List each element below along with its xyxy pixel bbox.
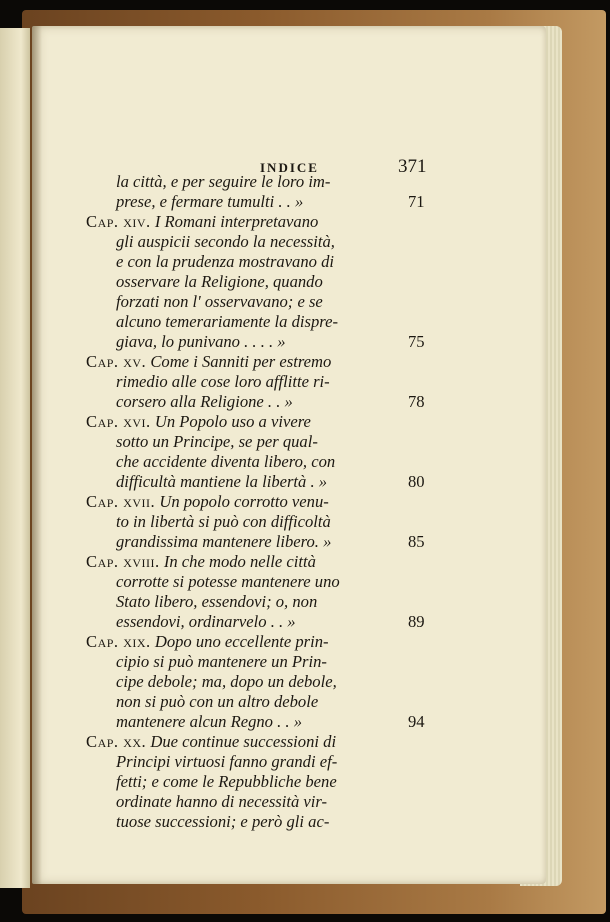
toc-page-number: 71 — [408, 192, 425, 211]
toc-line — [116, 392, 293, 412]
chapter-label: Cap. xiv. — [86, 212, 151, 231]
book-page — [32, 26, 546, 884]
toc-line-text: Stato libero, essendovi; o, non — [116, 592, 318, 611]
left-page-edge — [0, 28, 30, 888]
toc-line — [86, 732, 336, 752]
chapter-label: Cap. xvi. — [86, 412, 151, 431]
toc-line — [86, 412, 311, 432]
chapter-label: Cap. xviii. — [86, 552, 160, 571]
toc-line — [116, 232, 335, 252]
toc-line-text: non si può con un altro debole — [116, 692, 319, 711]
toc-line-text: cipe debole; ma, dopo un debole, — [116, 672, 337, 691]
toc-line-text: alcuno temerariamente la dispre- — [116, 312, 338, 331]
toc-page-number: 75 — [408, 332, 425, 351]
page-gutter-shadow — [32, 26, 42, 884]
toc-line — [86, 552, 316, 572]
toc-line-text: la città, e per seguire le loro im- — [116, 172, 331, 191]
chapter-label: Cap. xv. — [86, 352, 147, 371]
toc-line — [116, 432, 318, 452]
toc-line — [116, 652, 327, 672]
toc-line-text: osservare la Religione, quando — [116, 272, 323, 291]
toc-line — [116, 292, 323, 312]
toc-line-text: to in libertà si può con difficoltà — [116, 512, 331, 531]
toc-line — [116, 452, 335, 472]
toc-line-text: gli auspicii secondo la necessità, — [116, 232, 335, 251]
toc-line-text: grandissima mantenere libero. » — [116, 532, 332, 551]
toc-line-text: rimedio alle cose loro afflitte ri- — [116, 372, 330, 391]
toc-line-text: e con la prudenza mostravano di — [116, 252, 335, 271]
page-number: 371 — [398, 156, 427, 177]
toc-line — [116, 172, 330, 192]
toc-line — [116, 692, 318, 712]
toc-line-text: Dopo uno eccellente prin- — [150, 632, 329, 651]
toc-line — [116, 752, 337, 772]
toc-line-text: Principi virtuosi fanno grandi ef- — [116, 752, 338, 771]
toc-line — [116, 272, 323, 292]
toc-line-text: I Romani interpretavano — [150, 212, 319, 231]
running-title: INDICE — [260, 160, 319, 175]
toc-line — [116, 312, 338, 332]
toc-page-number: 85 — [408, 532, 425, 551]
toc-line-text: Come i Sanniti per estremo — [146, 352, 332, 371]
toc-line — [86, 632, 329, 652]
toc-line-text: sotto un Principe, se per qual- — [116, 432, 318, 451]
toc-line — [116, 332, 286, 352]
toc-line-text: difficultà mantiene la libertà . » — [116, 472, 328, 491]
toc-line — [86, 212, 318, 232]
toc-line — [116, 672, 337, 692]
toc-line — [116, 792, 327, 812]
chapter-label: Cap. xvii. — [86, 492, 156, 511]
toc-line-text: fetti; e come le Repubbliche bene — [116, 772, 337, 791]
toc-line-text: giava, lo punivano . . . . » — [116, 332, 286, 351]
toc-line-text: corrotte si potesse mantenere uno — [116, 572, 340, 591]
chapter-label: Cap. xx. — [86, 732, 147, 751]
toc-page-number: 80 — [408, 472, 425, 491]
toc-line — [116, 812, 329, 832]
toc-line-text: cipio si può mantenere un Prin- — [116, 652, 327, 671]
toc-line-text: forzati non l' osservavano; e se — [116, 292, 323, 311]
toc-line — [116, 252, 334, 272]
toc-line-text: Un Popolo uso a vivere — [150, 412, 311, 431]
toc-line — [116, 572, 340, 592]
toc-line-text: Un popolo corrotto venu- — [155, 492, 329, 511]
toc-line — [116, 192, 303, 212]
toc-line-text: che accidente diventa libero, con — [116, 452, 336, 471]
toc-page-number: 89 — [408, 612, 425, 631]
toc-line — [116, 592, 317, 612]
chapter-label: Cap. xix. — [86, 632, 151, 651]
toc-line-text: mantenere alcun Regno . . » — [116, 712, 303, 731]
toc-line-text: ordinate hanno di necessità vir- — [116, 792, 328, 811]
toc-page-number: 94 — [408, 712, 425, 731]
toc-line — [86, 352, 331, 372]
toc-line-text: tuose successioni; e però gli ac- — [116, 812, 330, 831]
toc-line-text: prese, e fermare tumulti . . » — [116, 192, 304, 211]
toc-line — [116, 772, 337, 792]
toc-line — [116, 712, 302, 732]
toc-line — [116, 372, 330, 392]
toc-line-text: Due continue successioni di — [146, 732, 337, 751]
toc-page-number: 78 — [408, 392, 425, 411]
toc-line-text: In che modo nelle città — [159, 552, 316, 571]
toc-line-text: corsero alla Religione . . » — [116, 392, 293, 411]
toc-line — [116, 612, 296, 632]
toc-line — [116, 532, 331, 552]
toc-line — [116, 512, 331, 532]
toc-line — [116, 472, 327, 492]
toc-line — [86, 492, 329, 512]
toc-line-text: essendovi, ordinarvelo . . » — [116, 612, 296, 631]
